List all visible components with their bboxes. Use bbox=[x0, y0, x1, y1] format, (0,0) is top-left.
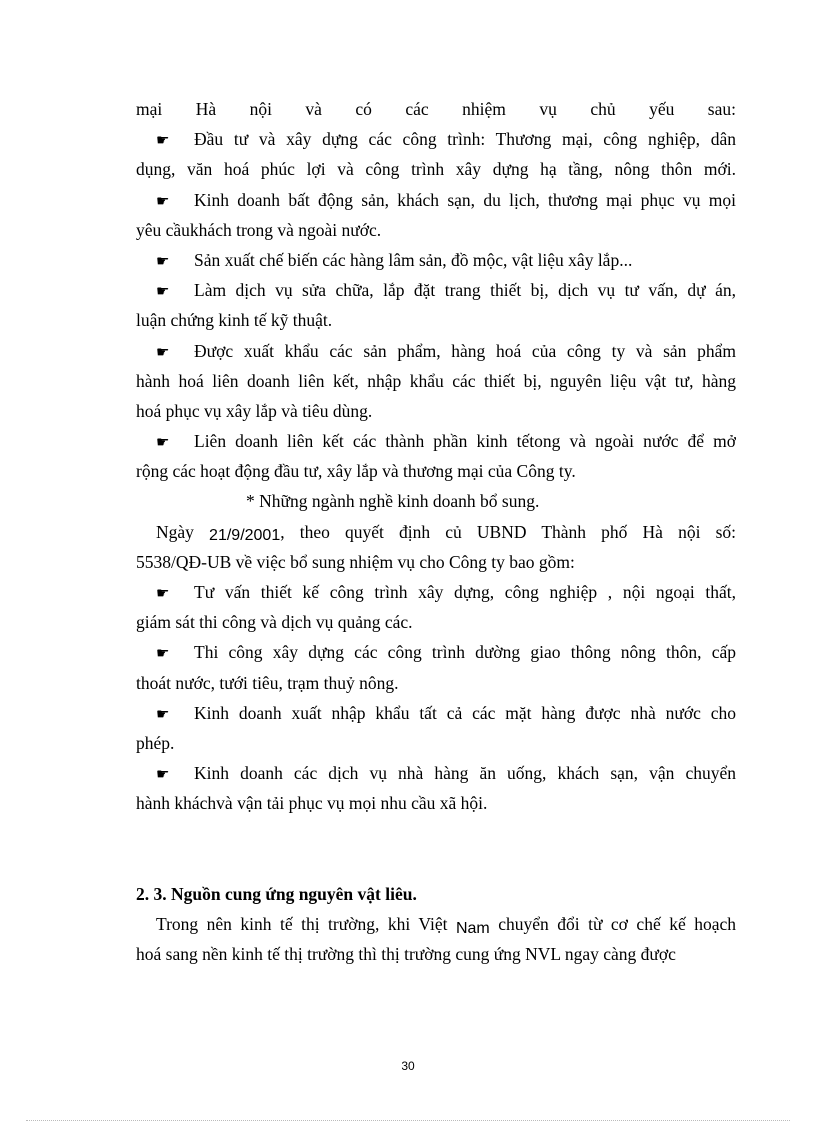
text-line: phép. bbox=[136, 732, 175, 753]
text-line: dụng, văn hoá phúc lợi và công trình xây dựng hạ tầng, nông thôn mới. bbox=[136, 159, 736, 180]
bullet-item bbox=[136, 698, 736, 728]
text-line: thoát nước, tưới tiêu, trạm thuỷ nông. bbox=[136, 672, 399, 693]
pointing-hand-icon: ☛ bbox=[156, 644, 170, 663]
text-line: yêu cầukhách trong và ngoài nước. bbox=[136, 219, 382, 240]
bullet-text: Thi công xây dựng các công trình dường giao thông nông thôn, cấp bbox=[194, 642, 736, 663]
page-number: 30 bbox=[401, 1059, 415, 1073]
bullet-item bbox=[136, 275, 736, 305]
bullet-text: Làm dịch vụ sửa chữa, lắp đặt trang thiết bị, dịch vụ tư vấn, dự án, bbox=[194, 280, 736, 301]
text-line: hoá phục vụ xây lắp và tiêu dùng. bbox=[136, 400, 373, 421]
bullet-item bbox=[136, 637, 736, 667]
subsection-note: * Những ngành nghề kinh doanh bổ sung. bbox=[246, 491, 540, 512]
text-line: luận chứng kinh tế kỹ thuật. bbox=[136, 310, 333, 331]
lowered-word: Nam bbox=[455, 919, 490, 937]
pointing-hand-icon: ☛ bbox=[156, 131, 170, 150]
bullet-item bbox=[136, 185, 736, 215]
text-line: 5538/QĐ-UB về việc bổ sung nhiệm vụ cho Công ty bao gồm: bbox=[136, 551, 575, 572]
bullet-text: Tư vấn thiết kế công trình xây dựng, công nghiệp , nội ngoại thất, bbox=[194, 582, 736, 602]
pointing-hand-icon: ☛ bbox=[156, 282, 170, 301]
page-content bbox=[136, 94, 736, 969]
bullet-text: Đầu tư và xây dựng các công trình: Thương mại, công nghiệp, dân bbox=[194, 129, 736, 150]
pointing-hand-icon: ☛ bbox=[156, 704, 170, 723]
section-heading: 2. 3. Nguồn cung ứng nguyên vật liêu. bbox=[136, 883, 417, 904]
bullet-item bbox=[136, 336, 736, 366]
paragraph-line: Trong nên kinh tế thị trường, khi Việt Nam chuyển đổi từ cơ chế kế hoạch bbox=[156, 913, 736, 937]
text-line: hành hoá liên doanh liên kết, nhập khẩu các thiết bị, nguyên liệu vật tư, hàng bbox=[136, 370, 736, 391]
text-line: hành kháchvà vận tải phục vụ mọi nhu cầu xã hội. bbox=[136, 793, 488, 814]
pointing-hand-icon: ☛ bbox=[156, 433, 170, 452]
bullet-text: Được xuất khẩu các sản phẩm, hàng hoá của công ty và sản phẩm bbox=[194, 340, 736, 361]
bullet-text: Kinh doanh bất động sản, khách sạn, du lịch, thương mại phục vụ mọi bbox=[194, 189, 736, 210]
pointing-hand-icon: ☛ bbox=[156, 191, 170, 210]
bullet-item bbox=[136, 245, 736, 275]
text-line: rộng các hoạt động đầu tư, xây lắp và thương mại của Công ty. bbox=[136, 461, 576, 482]
decision-date: 21/9/2001 bbox=[209, 526, 281, 544]
bullet-item bbox=[136, 426, 736, 456]
text-line: mại Hà nội và có các nhiệm vụ chủ yếu sau: bbox=[136, 99, 736, 119]
decision-line: Ngày 21/9/2001, theo quyết định củ UBND Thành phố Hà nội số: bbox=[156, 521, 736, 544]
text-line: giám sát thi công và dịch vụ quảng các. bbox=[136, 612, 413, 633]
pointing-hand-icon: ☛ bbox=[156, 584, 170, 602]
bullet-item bbox=[136, 577, 736, 607]
footer-divider bbox=[26, 1120, 790, 1121]
bullet-text: Kinh doanh các dịch vụ nhà hàng ăn uống, khách sạn, vận chuyển bbox=[194, 763, 736, 784]
bullet-text: Sản xuất chế biến các hàng lâm sản, đồ mộc, vật liệu xây lắp... bbox=[194, 249, 633, 270]
paragraph-line: hoá sang nền kinh tế thị trường thì thị trường cung ứng NVL ngay càng được bbox=[136, 943, 676, 964]
pointing-hand-icon: ☛ bbox=[156, 251, 170, 270]
bullet-text: Kinh doanh xuất nhập khẩu tất cả các mặt hàng được nhà nước cho bbox=[194, 702, 736, 723]
pointing-hand-icon: ☛ bbox=[156, 342, 170, 361]
bullet-item bbox=[136, 124, 736, 154]
pointing-hand-icon: ☛ bbox=[156, 765, 170, 784]
bullet-text: Liên doanh liên kết các thành phần kinh tếtong và ngoài nước để mở bbox=[194, 431, 736, 452]
bullet-item bbox=[136, 758, 736, 788]
